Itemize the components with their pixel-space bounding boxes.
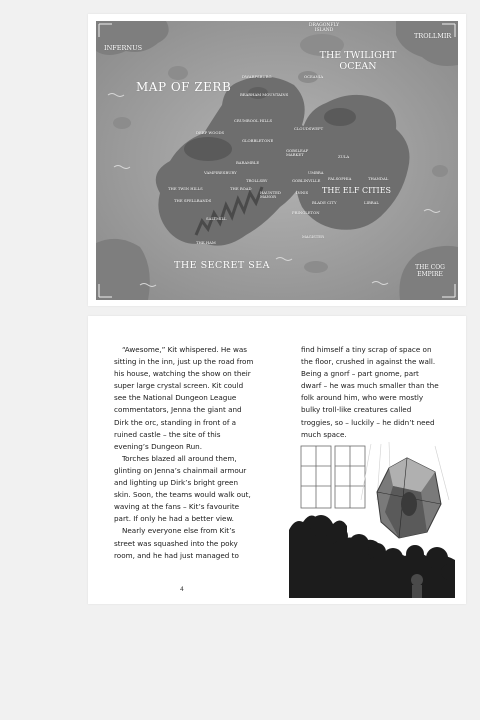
place-label: BLADE CITY — [312, 200, 337, 205]
place-label: CLOUDSWEPT — [294, 126, 324, 131]
place-label: HAUNTED MANOR — [260, 190, 281, 200]
page-number: 4 — [180, 586, 184, 593]
region-twilight-ocean: THE TWILIGHT OCEAN — [319, 50, 397, 72]
giant-figure — [401, 492, 417, 516]
place-label: OCEANIA — [304, 74, 324, 79]
paragraph: find himself a tiny scrap of space on the floor, crushed in against the wall. Being a gnorf – part gnome, part dwarf – he was much smaller than the folk around him, who were mostly bulky troll-like creatures called troggies, so – luckily – he didn’t need much space. — [301, 345, 439, 439]
place-label: GOBLINVILLE — [292, 178, 321, 183]
crowd-watching-crystal-screen — [289, 440, 455, 598]
place-label: DWARFSBURG — [242, 74, 272, 79]
paragraph: “Awesome,” Kit whispered. He was sitting in the inn, just up the road from his house, watching the show on their super large crystal screen. Kit could see the National Dungeon League commentators, Jenna the giant and Dirk the orc, standing in front of a ruined castle – the site of this evening’s Dungeon Run. — [114, 345, 254, 451]
place-label: BARAMBLE — [236, 160, 260, 165]
paragraph: Nearly everyone else from Kit’s street was squashed into the poky room, and he had just managed to — [114, 526, 239, 560]
map-page — [88, 14, 466, 306]
region-dragonfly-island: DRAGONFLY ISLAND — [308, 23, 340, 33]
place-label: CRUMBOOL HILLS — [234, 118, 273, 123]
left-text-column — [114, 344, 254, 562]
place-label: THE ROAD — [230, 186, 252, 191]
place-label: LIBRAL — [364, 200, 379, 205]
inn-crowd-illustration — [289, 440, 455, 598]
map-title: MAP OF ZERB — [136, 80, 232, 94]
place-label: INNIS — [296, 190, 309, 195]
place-label: THE SPELLBANDS — [174, 198, 212, 203]
region-cog-empire: THE COG EMPIRE — [415, 264, 445, 278]
place-label: VAMPIRESBURY — [204, 170, 237, 175]
story-page — [88, 316, 466, 604]
place-label: PRINGLETON — [292, 210, 320, 215]
place-label: SALTMILL — [206, 216, 227, 221]
place-label: UMBRA — [308, 170, 324, 175]
place-label: THANDAL — [368, 176, 389, 181]
region-trollmir: TROLLMIR — [414, 32, 452, 40]
place-label: GOBSLEAF MARKET — [286, 148, 309, 158]
place-label: ZULA — [338, 154, 350, 159]
map-of-zerb-illustration — [96, 21, 458, 300]
region-secret-sea: THE SECRET SEA — [174, 260, 271, 271]
region-infernus: INFERNUS — [104, 44, 143, 52]
place-label: THE TWIN HILLS — [168, 186, 203, 191]
place-label: THE HAM — [196, 240, 216, 245]
place-label: GLOBBLETONE — [242, 138, 274, 143]
kit-gnorf-figure — [411, 574, 423, 598]
map-artwork — [96, 21, 458, 300]
region-elf-cities: THE ELF CITIES — [322, 186, 392, 195]
paragraph: Torches blazed all around them, glinting on Jenna’s chainmail armour and lighting up Dirk’s bright green skin. Soon, the teams would walk out, waving at the fans – Kit’s favourite part. If only he had a better view. — [114, 453, 251, 524]
place-label: MAGISTER — [302, 234, 324, 239]
place-label: TROLLSBY — [246, 178, 268, 183]
place-label: BEARHAM MOUNTAINS — [240, 92, 289, 97]
place-label: FALSOPHIA — [328, 176, 352, 181]
deep-woods-forest — [184, 137, 232, 161]
place-label: DEEP WOODS — [196, 130, 225, 135]
right-text-column — [301, 344, 441, 441]
